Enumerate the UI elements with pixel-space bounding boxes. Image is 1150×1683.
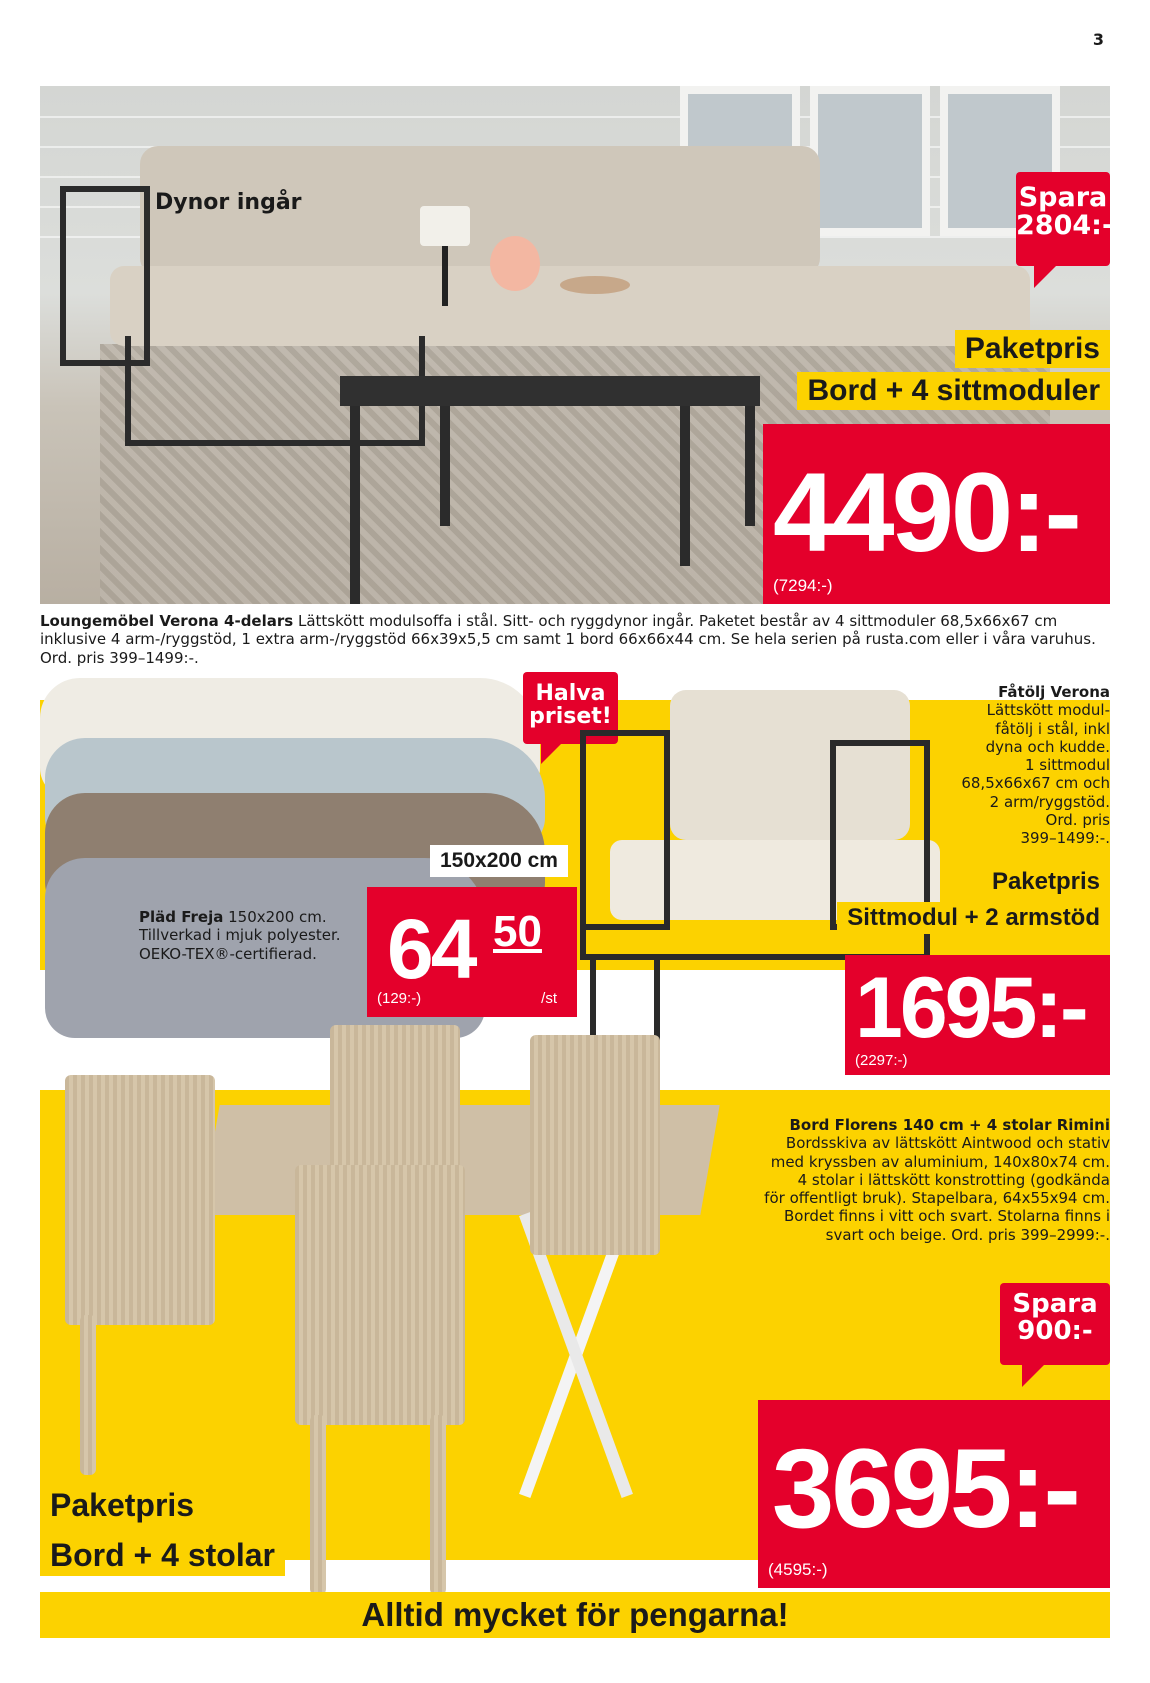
ordinary-price: (129:-)	[377, 990, 422, 1007]
package-price-label: Paketpris	[40, 1485, 204, 1526]
price-box-lounge	[763, 424, 1110, 604]
lounge-description	[40, 612, 1110, 667]
plaid-title: Pläd Freja	[139, 908, 224, 926]
save-badge-line2: 900:-	[1017, 1316, 1093, 1347]
ordinary-price: (4595:-)	[768, 1560, 828, 1579]
plaid-description	[139, 908, 369, 963]
armchair-line: 399–1499:-.	[1020, 829, 1110, 848]
dining-line: Bordsskiva av lättskött Aintwood och stativ	[785, 1134, 1110, 1153]
price-box-plaid	[367, 887, 577, 1017]
save-badge-line1: Spara	[1012, 1289, 1098, 1319]
armchair-line: dyna och kudde.	[985, 737, 1110, 756]
package-contents-label: Sittmodul + 2 armstöd	[837, 902, 1110, 934]
armchair-line: Lättskött modul-	[986, 701, 1110, 720]
price: 4490:-	[773, 450, 1079, 575]
armchair-line: Ord. pris	[1045, 811, 1110, 830]
save-badge	[1000, 1283, 1110, 1365]
dining-line: 4 stolar i lättskött konstrotting (godkända	[797, 1170, 1110, 1189]
save-badge-line2: 2804:-	[1016, 210, 1114, 242]
dining-line: för offentligt bruk). Stapelbara, 64x55x94 cm.	[764, 1189, 1110, 1208]
plaid-details: 150x200 cm. Tillverkad i mjuk polyester. OEKO-TEX®-certifierad.	[139, 908, 341, 963]
armchair-line: 68,5x66x67 cm och	[961, 774, 1110, 793]
dining-description	[760, 1116, 1110, 1244]
ordinary-price: (7294:-)	[773, 576, 833, 595]
footer-slogan: Alltid mycket för pengarna!	[40, 1592, 1110, 1638]
price-box-dining	[758, 1400, 1110, 1588]
price-box-armchair	[845, 955, 1110, 1075]
package-contents-label: Bord + 4 stolar	[40, 1535, 285, 1576]
save-badge-line1: Spara	[1018, 182, 1108, 213]
dining-title: Bord Florens 140 cm + 4 stolar Rimini	[789, 1116, 1110, 1134]
package-price-label: Paketpris	[955, 330, 1110, 368]
price: 1695:-	[855, 960, 1086, 1056]
price-cents: 50	[493, 907, 542, 956]
armchair-line: 2 arm/ryggstöd.	[989, 792, 1110, 811]
price: 3695:-	[772, 1426, 1078, 1551]
armchair-line: fåtölj i stål, inkl	[995, 719, 1110, 738]
unit-label: /st	[541, 990, 557, 1007]
half-price-line1: Halva	[535, 681, 606, 706]
ordinary-price: (2297:-)	[855, 1052, 908, 1069]
product-title: Loungemöbel Verona 4-delars	[40, 612, 294, 630]
dining-line: med kryssben av aluminium, 140x80x74 cm.	[770, 1152, 1110, 1171]
cushions-included-note: Dynor ingår	[155, 190, 302, 215]
dining-line: Bordet finns i vitt och svart. Stolarna finns i	[783, 1207, 1110, 1226]
size-tag: 150x200 cm	[430, 845, 568, 877]
package-contents-label: Bord + 4 sittmoduler	[797, 372, 1110, 410]
save-badge	[1016, 172, 1114, 266]
armchair-title: Fåtölj Verona	[998, 683, 1110, 701]
package-price-label: Paketpris	[982, 866, 1110, 898]
page-number: 3	[1092, 30, 1104, 49]
armchair-description	[940, 683, 1110, 848]
armchair-line: 1 sittmodul	[1024, 756, 1110, 775]
price-main: 64	[387, 902, 475, 996]
product-description: Lättskött modulsoffa i stål. Sitt- och ryggdynor ingår. Paketet består av 4 sittmoduler 68,5x66x67 cm inklusive 4 arm-/ryggstöd, 1 extra arm-/ryggstöd 66x39x5,5 cm samt 1 bord 66x66x44 cm. Se hela serien på rusta.com eller i våra varuhus. Ord. pris 399–1499:-.	[40, 612, 1096, 667]
half-price-line2: priset!	[529, 704, 612, 730]
dining-line: svart och beige. Ord. pris 399–2999:-.	[825, 1225, 1110, 1244]
